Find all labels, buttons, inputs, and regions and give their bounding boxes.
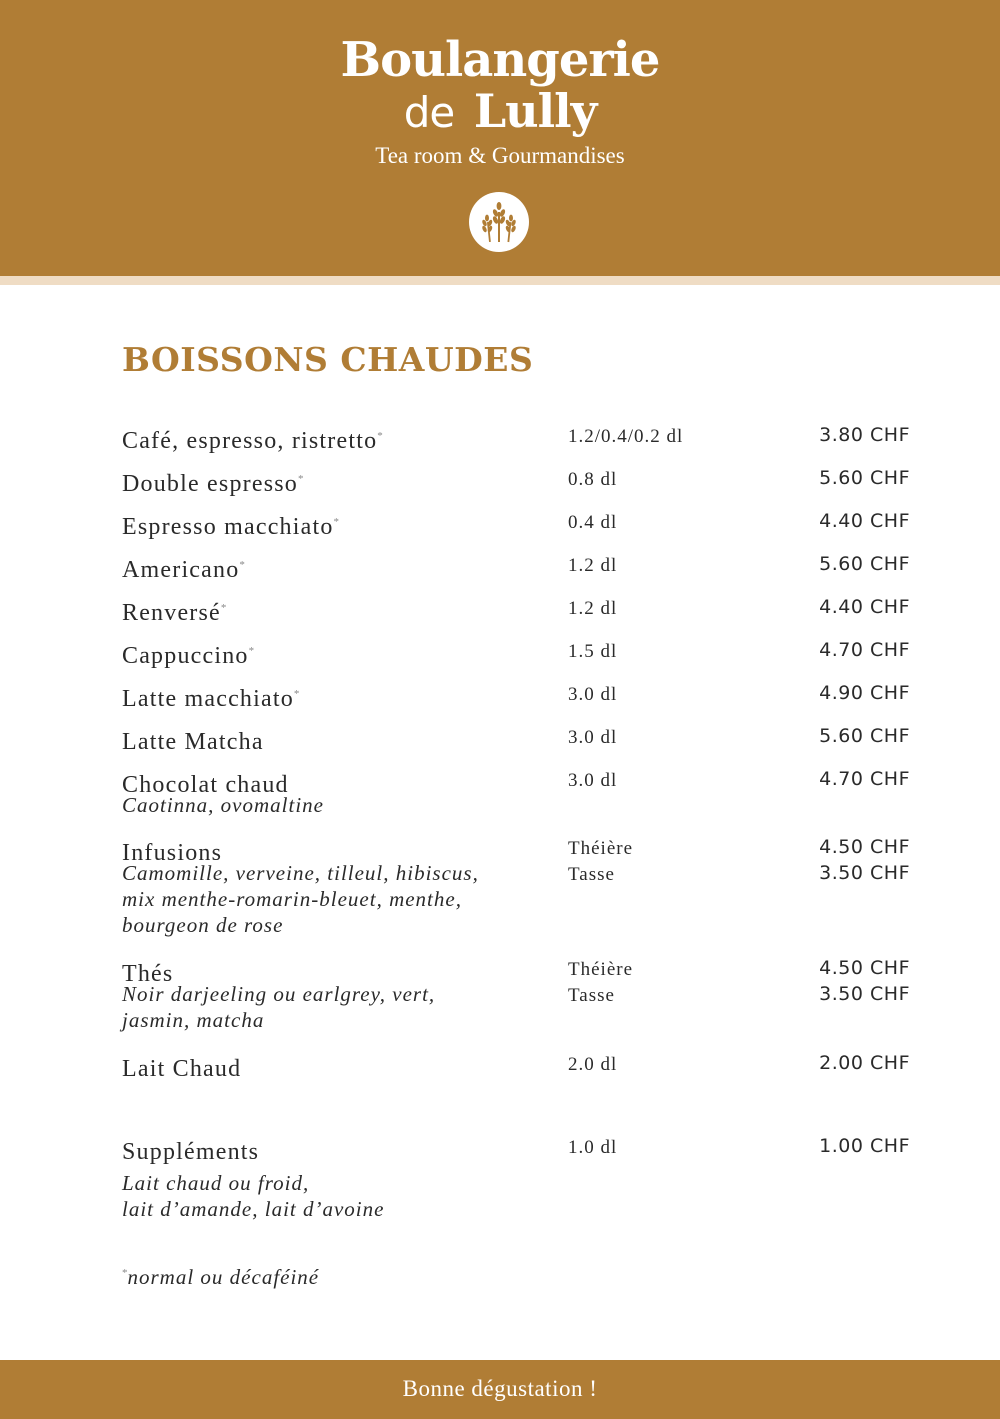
item-name: Double espresso* [122, 471, 304, 497]
item-quantity: 0.4 dl [568, 512, 618, 533]
footer-banner [0, 1360, 1000, 1419]
item-price: 4.50 CHF 3.50 CHF [819, 957, 910, 1005]
item-name: Latte Matcha [122, 729, 264, 755]
footnote-text: normal ou décaféiné [127, 1265, 320, 1289]
item-quantity: 1.0 dl [568, 1137, 618, 1158]
item-quantity: 1.2/0.4/0.2 dl [568, 426, 684, 447]
item-name: Espresso macchiato* [122, 514, 340, 540]
section-title: BOISSONS CHAUDES [122, 340, 534, 379]
item-quantity: 3.0 dl [568, 684, 618, 705]
item-name: Chocolat chaud [122, 772, 289, 798]
tagline: Tea room & Gourmandises [375, 143, 625, 168]
item-quantity: 2.0 dl [568, 1054, 618, 1075]
item-name: Suppléments [122, 1139, 260, 1165]
item-quantity: 3.0 dl [568, 770, 618, 791]
item-price: 4.40 CHF [819, 596, 910, 618]
header-banner [0, 0, 1000, 276]
item-star: * [293, 688, 300, 700]
item-name: Americano* [122, 557, 245, 583]
item-quantity: 1.2 dl [568, 555, 618, 576]
item-quantity: 1.2 dl [568, 598, 618, 619]
item-quantity: 1.5 dl [568, 641, 618, 662]
item-star: * [333, 516, 340, 528]
item-description: Lait chaud ou froid, lait d’amande, lait d’avoine [122, 1171, 385, 1221]
item-price: 4.70 CHF [819, 768, 910, 790]
brand-name-line1: Boulangerie [340, 32, 660, 88]
item-star: * [297, 473, 304, 485]
brand-name-line2 [0, 83, 1000, 141]
item-price: 4.90 CHF [819, 682, 910, 704]
item-price: 4.70 CHF [819, 639, 910, 661]
item-price: 4.40 CHF [819, 510, 910, 532]
item-description: Caotinna, ovomaltine [122, 793, 324, 817]
item-name: Café, espresso, ristretto* [122, 428, 383, 454]
item-name: Latte macchiato* [122, 686, 300, 712]
item-name: Renversé* [122, 600, 227, 626]
item-price: 4.50 CHF 3.50 CHF [819, 836, 910, 884]
item-price: 3.80 CHF [819, 424, 910, 446]
item-name: Infusions [122, 840, 223, 866]
footer-text: Bonne dégustation ! [402, 1376, 598, 1401]
item-description: Camomille, verveine, tilleul, hibiscus, mix menthe-romarin-bleuet, menthe, bourgeon de rose [122, 861, 479, 937]
item-name: Thés [122, 961, 174, 987]
item-star: * [377, 430, 383, 442]
item-name: Lait Chaud [122, 1056, 242, 1082]
item-price: 2.00 CHF [819, 1052, 910, 1074]
item-star: * [239, 559, 245, 571]
item-description: Noir darjeeling ou earlgrey, vert, jasmin, matcha [122, 982, 436, 1032]
item-price: 5.60 CHF [819, 553, 910, 575]
brand-de: de [403, 88, 455, 137]
item-quantity: 0.8 dl [568, 469, 618, 490]
brand-lully: Lully [473, 84, 597, 138]
item-quantity: 3.0 dl [568, 727, 618, 748]
item-name: Cappuccino* [122, 643, 255, 669]
item-price: 5.60 CHF [819, 467, 910, 489]
item-star: * [220, 602, 227, 614]
item-star: * [248, 645, 255, 657]
footnote [122, 1260, 319, 1290]
item-quantity: Théière Tasse [568, 838, 634, 885]
item-price: 1.00 CHF [819, 1135, 910, 1157]
item-price: 5.60 CHF [819, 725, 910, 747]
footnote-star: * [122, 1267, 128, 1279]
item-quantity: Théière Tasse [568, 959, 634, 1006]
header-divider [0, 276, 1000, 285]
wheat-icon [469, 192, 529, 252]
